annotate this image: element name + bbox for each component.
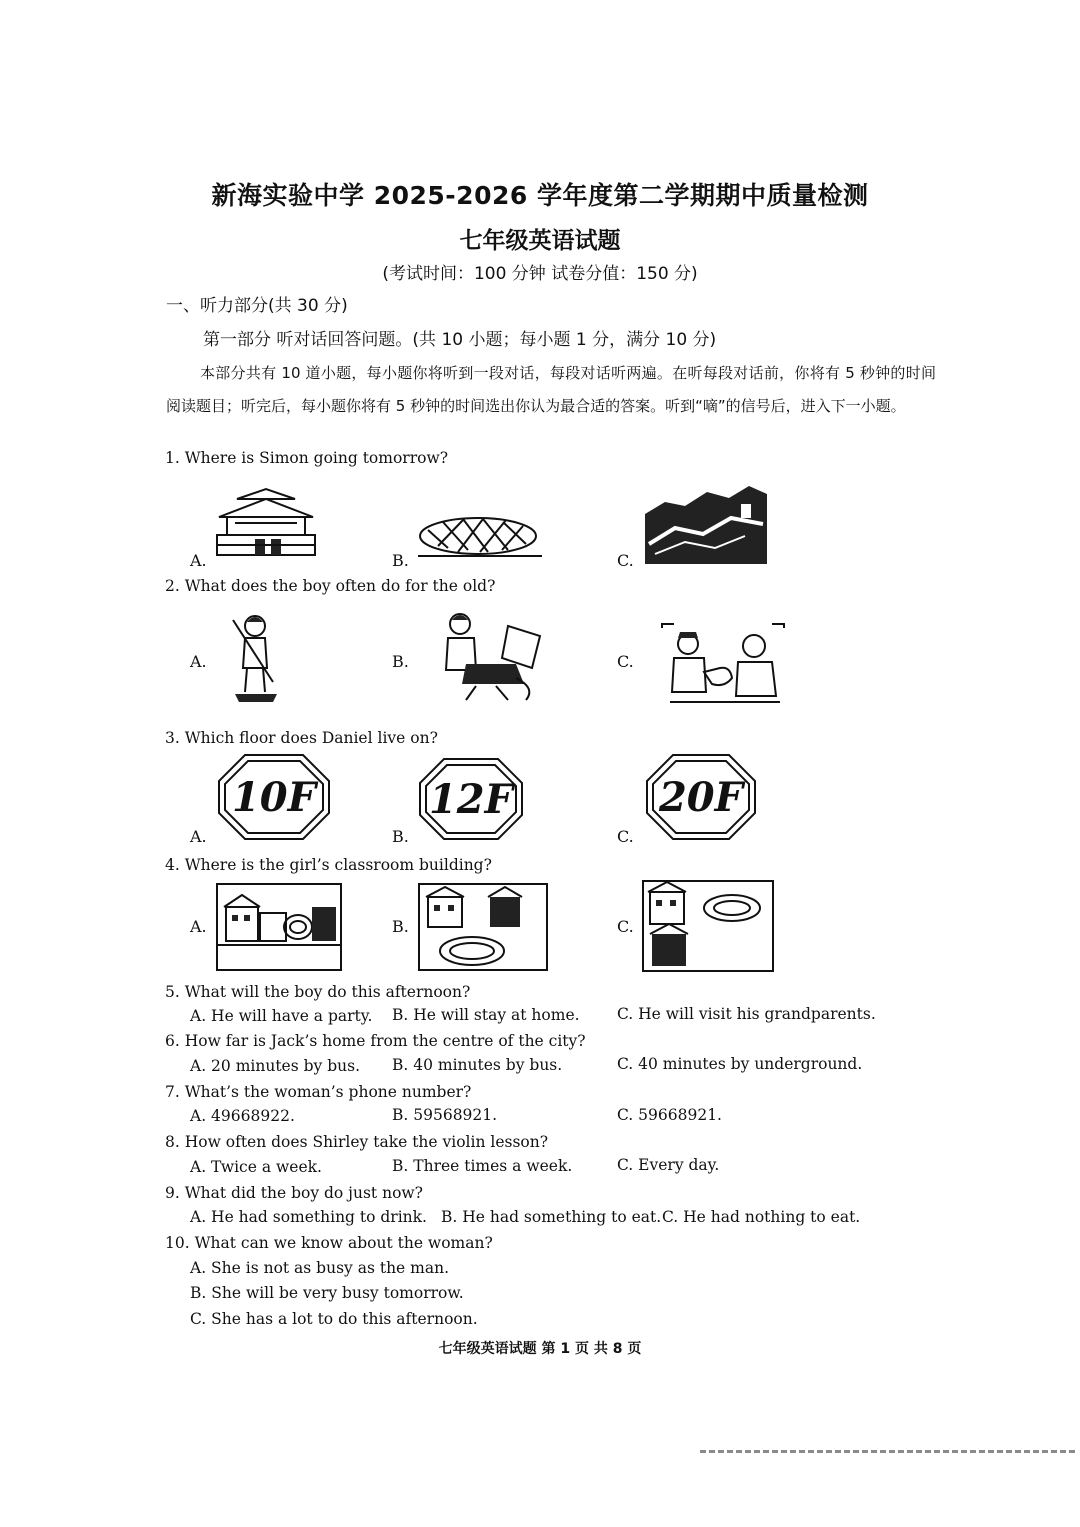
option-c: C. He will visit his grandparents. (617, 1005, 876, 1023)
option-c: C. 59668921. (617, 1106, 722, 1124)
option-b: B. 40 minutes by bus. (392, 1056, 563, 1074)
option-b: B. Three times a week. (392, 1157, 573, 1175)
option-a: A. She is not as busy as the man. (190, 1259, 450, 1277)
question-7: 7. What’s the woman’s phone number? (165, 1083, 472, 1101)
floor-label: 20F (658, 774, 744, 821)
scan-edge-divider (700, 1450, 1075, 1453)
page-footer: 七年级英语试题 第 1 页 共 8 页 (438, 1341, 642, 1357)
floor-sign-10f (217, 753, 331, 841)
option-c: C. She has a lot to do this afternoon. (190, 1310, 478, 1328)
option-label: C. (617, 551, 634, 570)
exam-subtitle: 七年级英语试题 (459, 228, 621, 254)
option-label: B. (392, 652, 409, 671)
option-label: C. (617, 917, 634, 936)
option-label: B. (392, 827, 409, 846)
question-1: 1. Where is Simon going tomorrow? (165, 449, 449, 467)
palace-picture (215, 487, 317, 559)
option-c: C. Every day. (617, 1156, 720, 1174)
question-8: 8. How often does Shirley take the violin lesson? (165, 1133, 549, 1151)
floor-label: 12F (428, 776, 514, 823)
option-label: B. (392, 551, 409, 570)
map-a-picture (216, 883, 342, 971)
option-label: A. (190, 827, 207, 846)
option-label: C. (617, 652, 634, 671)
question-2: 2. What does the boy often do for the old? (165, 577, 496, 595)
question-4: 4. Where is the girl’s classroom building? (165, 856, 492, 874)
option-b: B. 59568921. (392, 1106, 498, 1124)
option-a: A. He had something to drink. (190, 1208, 427, 1226)
option-c: C. 40 minutes by underground. (617, 1055, 863, 1073)
question-9: 9. What did the boy do just now? (165, 1184, 423, 1202)
exam-info: (考试时间：100 分钟 试卷分值：150 分) (382, 264, 698, 284)
part-heading: 第一部分 听对话回答问题。(共 10 小题；每小题 1 分，满分 10 分) (203, 330, 717, 350)
sweeping-picture (225, 612, 285, 702)
map-c-picture (642, 880, 774, 972)
option-a: A. He will have a party. (190, 1007, 373, 1025)
option-label: C. (617, 827, 634, 846)
option-label: A. (190, 917, 207, 936)
option-label: B. (392, 917, 409, 936)
question-3: 3. Which floor does Daniel live on? (165, 729, 438, 747)
helping-picture (660, 622, 786, 706)
computer-picture (436, 608, 546, 704)
option-a: A. Twice a week. (190, 1158, 322, 1176)
question-10: 10. What can we know about the woman? (165, 1234, 493, 1252)
section-heading: 一、听力部分(共 30 分) (166, 296, 348, 316)
instructions: 本部分共有 10 道小题，每小题你将听到一段对话，每段对话听两遍。在听每段对话前，你将有 5 秒钟的时间阅读题目；听完后，每小题你将有 5 秒钟的时间选出你认为最合适的答案。听到“嘀”的信号后，进入下一小题。 (166, 364, 936, 415)
exam-title: 新海实验中学 2025-2026 学年度第二学期期中质量检测 (211, 181, 869, 210)
option-label: A. (190, 652, 207, 671)
option-b: B. He will stay at home. (392, 1006, 580, 1024)
option-b: B. He had something to eat. (441, 1208, 662, 1226)
option-a: A. 49668922. (190, 1107, 295, 1125)
great-wall-picture (645, 484, 767, 564)
option-b: B. She will be very busy tomorrow. (190, 1284, 464, 1302)
option-a: A. 20 minutes by bus. (190, 1057, 360, 1075)
floor-label: 10F (231, 774, 317, 821)
question-5: 5. What will the boy do this afternoon? (165, 983, 471, 1001)
question-6: 6. How far is Jack’s home from the centre of the city? (165, 1032, 586, 1050)
option-label: A. (190, 551, 207, 570)
map-b-picture (418, 883, 548, 971)
floor-sign-20f (645, 753, 757, 841)
option-c: C. He had nothing to eat. (662, 1208, 861, 1226)
stadium-picture (418, 510, 542, 560)
floor-sign-12f (418, 757, 524, 841)
